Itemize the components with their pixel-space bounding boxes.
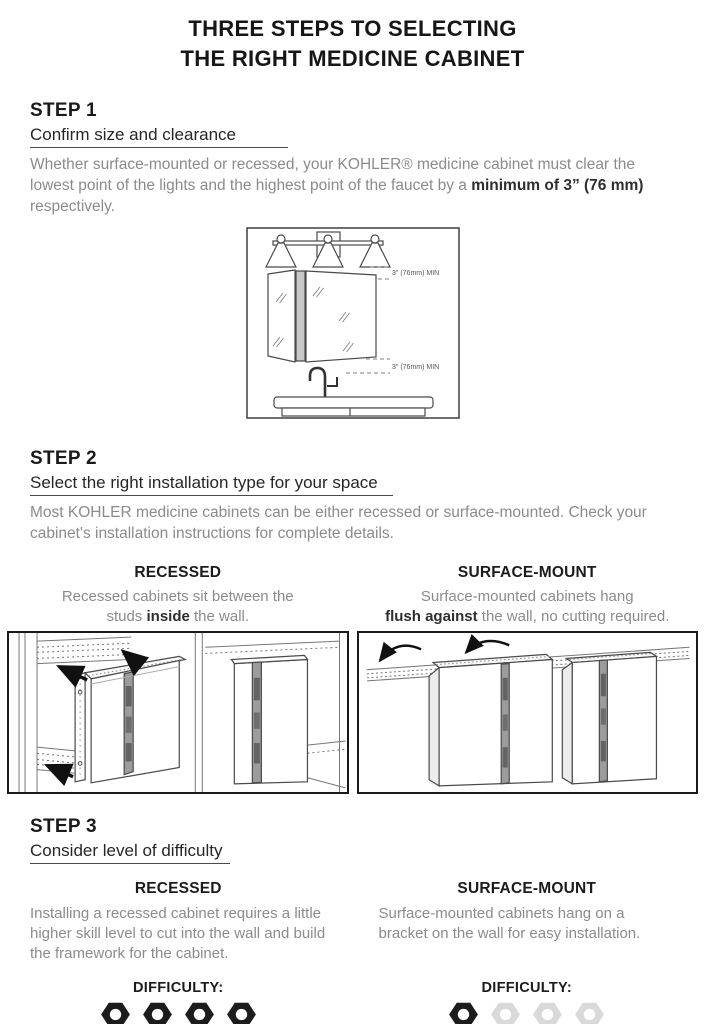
- difficulty-nut-icon: [490, 1001, 521, 1024]
- step-1-subheading: Confirm size and clearance: [30, 125, 288, 148]
- step-2-heading: STEP 2: [30, 448, 97, 469]
- step-1-heading: STEP 1: [30, 100, 97, 121]
- counter-icon: [274, 397, 433, 416]
- surface-desc-l2b: the wall, no cutting required.: [477, 608, 670, 625]
- step-3-subheading: Consider level of difficulty: [30, 841, 230, 864]
- step-1-body-bold: minimum of 3” (76 mm): [471, 177, 644, 194]
- step-3-heading: STEP 3: [30, 816, 97, 837]
- difficulty-nut-icon: [100, 1001, 131, 1024]
- surface-difficulty-rating: [379, 1001, 676, 1024]
- recessed-difficulty-block: [30, 964, 327, 1024]
- surface-mount-desc: [377, 587, 677, 627]
- difficulty-nut-icon: [226, 1001, 257, 1024]
- recessed-install-diagram: [9, 633, 347, 792]
- difficulty-surface-title: SURFACE-MOUNT: [457, 880, 597, 897]
- surface-mount-title: SURFACE-MOUNT: [457, 564, 597, 581]
- step-3-section: [30, 816, 675, 1024]
- difficulty-nut-icon: [142, 1001, 173, 1024]
- recessed-title: RECESSED: [134, 564, 222, 581]
- surface-desc-bold: flush against: [385, 608, 478, 625]
- step-2-subheading: Select the right installation type for your space: [30, 473, 393, 496]
- recessed-difficulty-rating: [30, 1001, 327, 1024]
- surface-mount-column: [357, 564, 699, 794]
- surface-desc-l1: Surface-mounted cabinets hang: [420, 588, 634, 605]
- recessed-difficulty-label: DIFFICULTY:: [132, 980, 224, 996]
- recessed-desc-l2a: studs: [106, 608, 147, 625]
- surface-difficulty-block: [379, 964, 676, 1024]
- hang-direction-arrows: [380, 641, 509, 661]
- recessed-diagram-panel: [7, 631, 349, 794]
- medicine-cabinet-icon: [268, 270, 376, 362]
- recessed-desc: [28, 587, 328, 627]
- page-title: [0, 0, 705, 74]
- difficulty-recessed-desc: Installing a recessed cabinet requires a little higher skill level to cut into the wall and build the framework for the cabinet.: [30, 905, 326, 962]
- step-1-body: [30, 154, 675, 217]
- vanity-light-icon: [266, 232, 390, 267]
- surface-mount-install-diagram: [359, 633, 697, 792]
- surface-difficulty-label: DIFFICULTY:: [481, 980, 573, 996]
- installed-recessed-cabinet: [231, 655, 307, 783]
- surface-cabinet-right: [562, 652, 656, 783]
- difficulty-recessed-title: RECESSED: [134, 880, 222, 897]
- step-1-body-text: Whether surface-mounted or recessed, your KOHLER® medicine cabinet must clear the lowest point of the lights and the highest point of the faucet by a: [30, 156, 635, 194]
- step-1-section: [30, 100, 675, 424]
- difficulty-nut-icon: [448, 1001, 479, 1024]
- page-title-line1: THREE STEPS TO SELECTING: [188, 16, 517, 41]
- recessed-desc-l1: Recessed cabinets sit between the: [61, 588, 294, 605]
- recessed-column: [7, 564, 349, 794]
- difficulty-nut-icon: [574, 1001, 605, 1024]
- surface-mount-diagram-panel: [357, 631, 699, 794]
- difficulty-nut-icon: [532, 1001, 563, 1024]
- page-title-line2: THE RIGHT MEDICINE CABINET: [180, 46, 525, 71]
- step-2-body: Most KOHLER medicine cabinets can be either recessed or surface-mounted. Check your cabinet's installation instructions for complete details.: [30, 504, 647, 542]
- installation-type-columns: [7, 564, 698, 794]
- difficulty-surface-column: [379, 880, 676, 1024]
- difficulty-surface-desc: Surface-mounted cabinets hang on a bracket on the wall for easy installation.: [378, 905, 641, 942]
- step-2-section: [30, 448, 675, 544]
- surface-cabinet-left: [429, 654, 552, 785]
- step-1-body-tail: respectively.: [30, 198, 115, 215]
- clearance-diagram: [246, 227, 460, 419]
- recessed-desc-bold: inside: [146, 608, 190, 625]
- difficulty-columns: [30, 880, 675, 1024]
- clearance-label-top: 3" (76mm) MIN: [391, 270, 439, 277]
- recessed-desc-l2b: the wall.: [189, 608, 250, 625]
- difficulty-recessed-column: [30, 880, 327, 1024]
- difficulty-nut-icon: [184, 1001, 215, 1024]
- clearance-diagram-wrap: [30, 227, 675, 424]
- clearance-label-bottom: 3" (76mm) MIN: [391, 364, 439, 371]
